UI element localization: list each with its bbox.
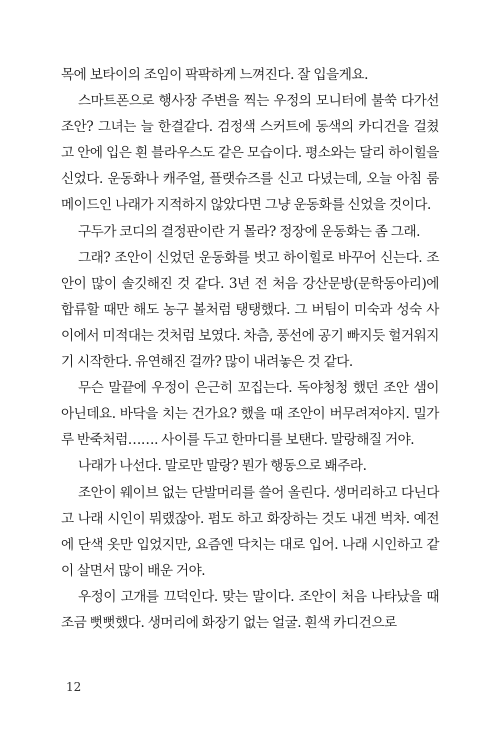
paragraph: 목에 보타이의 조임이 팍팍하게 느껴진다. 잘 입을게요.	[61, 67, 368, 83]
body-text	[61, 62, 439, 636]
paragraph: 구두가 코디의 결정판이란 거 몰라? 정장에 운동화는 좀 그래.	[78, 223, 421, 240]
paragraph: 그래? 조안이 신었던 운동화를 벗고 하이힐로 바꾸어 신는다. 조안이 많이 솔깃해진 것 같다. 3년 전 처음 강산문방(문학동아리)에 합류할 때만 해도 농구 볼처럼 탱탱했다. 그 버팀이 미숙과 성숙 사이에서 미적대는 것처럼 보였다. 차츰, 풍선에 공기 빠지듯 헐거워지기 시작한다. 유연해진 걸까? 많이 내려놓은 것 같다.	[61, 249, 439, 371]
paragraph: 무슨 말끝에 우정이 은근히 꼬집는다. 독야청청 했던 조안 샘이 아닌데요. 바닥을 치는 건가요? 했을 때 조안이 버무려져야지. 밀가루 반죽처럼……. 사이를 두고 한마디를 보탠다. 말랑해질 거야.	[61, 380, 439, 449]
page-number: 12	[66, 680, 82, 694]
paragraph: 나래가 나선다. 말로만 말랑? 뭔가 행동으로 봬주라.	[78, 458, 367, 475]
paragraph: 스마트폰으로 행사장 주변을 찍는 우정의 모니터에 불쑥 다가선 조안? 그녀는 늘 한결같다. 검정색 스커트에 동색의 카디건을 걸쳤고 안에 입은 흰 블라우스도 같은 모습이다. 평소와는 달리 하이힐을 신었다. 운동화나 캐주얼, 플랫슈즈를 신고 다녔는데, 오늘 아침 룸 메이드인 나래가 지적하지 않았다면 그냥 운동화를 신었을 것이다.	[61, 93, 439, 214]
paragraph: 조안이 웨이브 없는 단발머리를 쓸어 올린다. 생머리하고 다닌다고 나래 시인이 뭐랬잖아. 펌도 하고 화장하는 것도 내겐 벅차. 예전에 단색 옷만 입었지만, 요즘엔 닥치는 대로 입어. 나래 시인하고 같이 살면서 많이 배운 거야.	[61, 484, 439, 579]
paragraph: 우정이 고개를 끄덕인다. 맞는 말이다. 조안이 처음 나타났을 때 조금 뻣뻣했다. 생머리에 화장기 없는 얼굴. 흰색 카디건으로	[61, 588, 439, 631]
